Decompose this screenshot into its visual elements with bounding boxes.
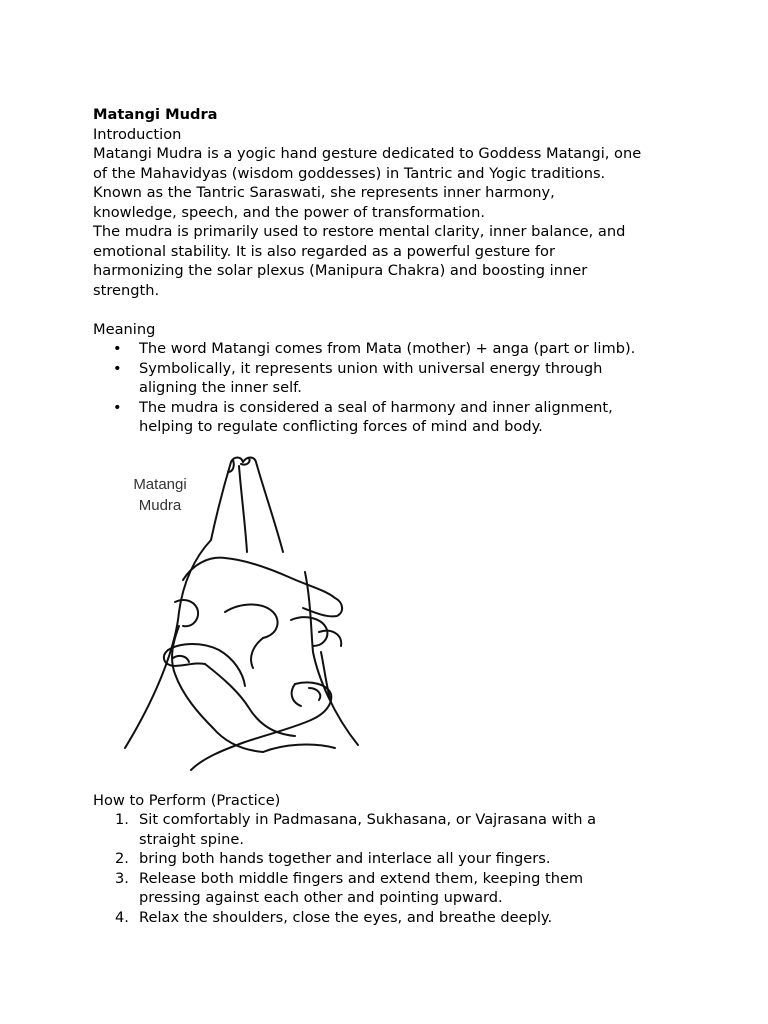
list-item-line: Release both middle fingers and extend them, keeping them	[139, 869, 584, 887]
spacer	[93, 300, 713, 320]
bullet-icon: •	[113, 340, 122, 357]
list-item	[93, 810, 713, 849]
practice-heading: How to Perform (Practice)	[93, 791, 281, 809]
intro-line: knowledge, speech, and the power of transformation.	[93, 203, 485, 221]
figure-label-line: Mudra	[138, 496, 182, 514]
list-number: 2.	[115, 850, 129, 867]
list-item-line: straight spine.	[139, 830, 244, 848]
list-item	[93, 869, 713, 908]
list-item-line: helping to regulate conflicting forces of mind and body.	[139, 418, 543, 435]
figure-label-line: Matangi	[133, 475, 187, 493]
bullet-icon: •	[113, 398, 122, 416]
list-item	[93, 398, 713, 437]
list-item	[93, 908, 713, 928]
list-item-line: The word Matangi comes from Mata (mother) + anga (part or limb).	[139, 340, 636, 357]
list-item	[93, 359, 713, 398]
list-item-line: Sit comfortably in Padmasana, Sukhasana, or Vajrasana with a	[139, 811, 597, 828]
list-item-line: aligning the inner self.	[139, 379, 302, 396]
list-item-line: pressing against each other and pointing upward.	[139, 889, 503, 906]
intro-line: strength.	[93, 281, 160, 299]
list-number: 3.	[115, 869, 129, 887]
intro-line: emotional stability. It is also regarded as a powerful gesture for	[93, 242, 555, 260]
list-item-line: bring both hands together and interlace all your fingers.	[139, 850, 551, 867]
list-number: 4.	[115, 908, 129, 926]
list-item-line: Symbolically, it represents union with universal energy through	[139, 359, 603, 377]
document-page	[93, 105, 713, 927]
intro-line: harmonizing the solar plexus (Manipura Chakra) and boosting inner	[93, 262, 588, 279]
intro-paragraph	[93, 144, 713, 300]
list-number: 1.	[115, 811, 129, 828]
list-item-line: The mudra is considered a seal of harmony and inner alignment,	[139, 398, 613, 416]
intro-line: of the Mahavidyas (wisdom goddesses) in Tantric and Yogic traditions.	[93, 164, 606, 182]
intro-line: Matangi Mudra is a yogic hand gesture dedicated to Goddess Matangi, one	[93, 145, 642, 162]
list-item	[93, 849, 713, 869]
bullet-icon: •	[113, 359, 122, 377]
meaning-heading: Meaning	[93, 320, 156, 338]
list-item-line: Relax the shoulders, close the eyes, and breathe deeply.	[139, 908, 553, 926]
practice-list	[93, 810, 713, 927]
mudra-figure	[113, 452, 393, 782]
meaning-list	[93, 339, 713, 437]
page-title: Matangi Mudra	[93, 106, 218, 123]
list-item	[93, 339, 713, 359]
intro-line: Known as the Tantric Saraswati, she represents inner harmony,	[93, 184, 555, 201]
intro-line: The mudra is primarily used to restore mental clarity, inner balance, and	[93, 223, 626, 240]
mudra-hands-illustration	[113, 452, 393, 782]
intro-heading: Introduction	[93, 125, 182, 143]
